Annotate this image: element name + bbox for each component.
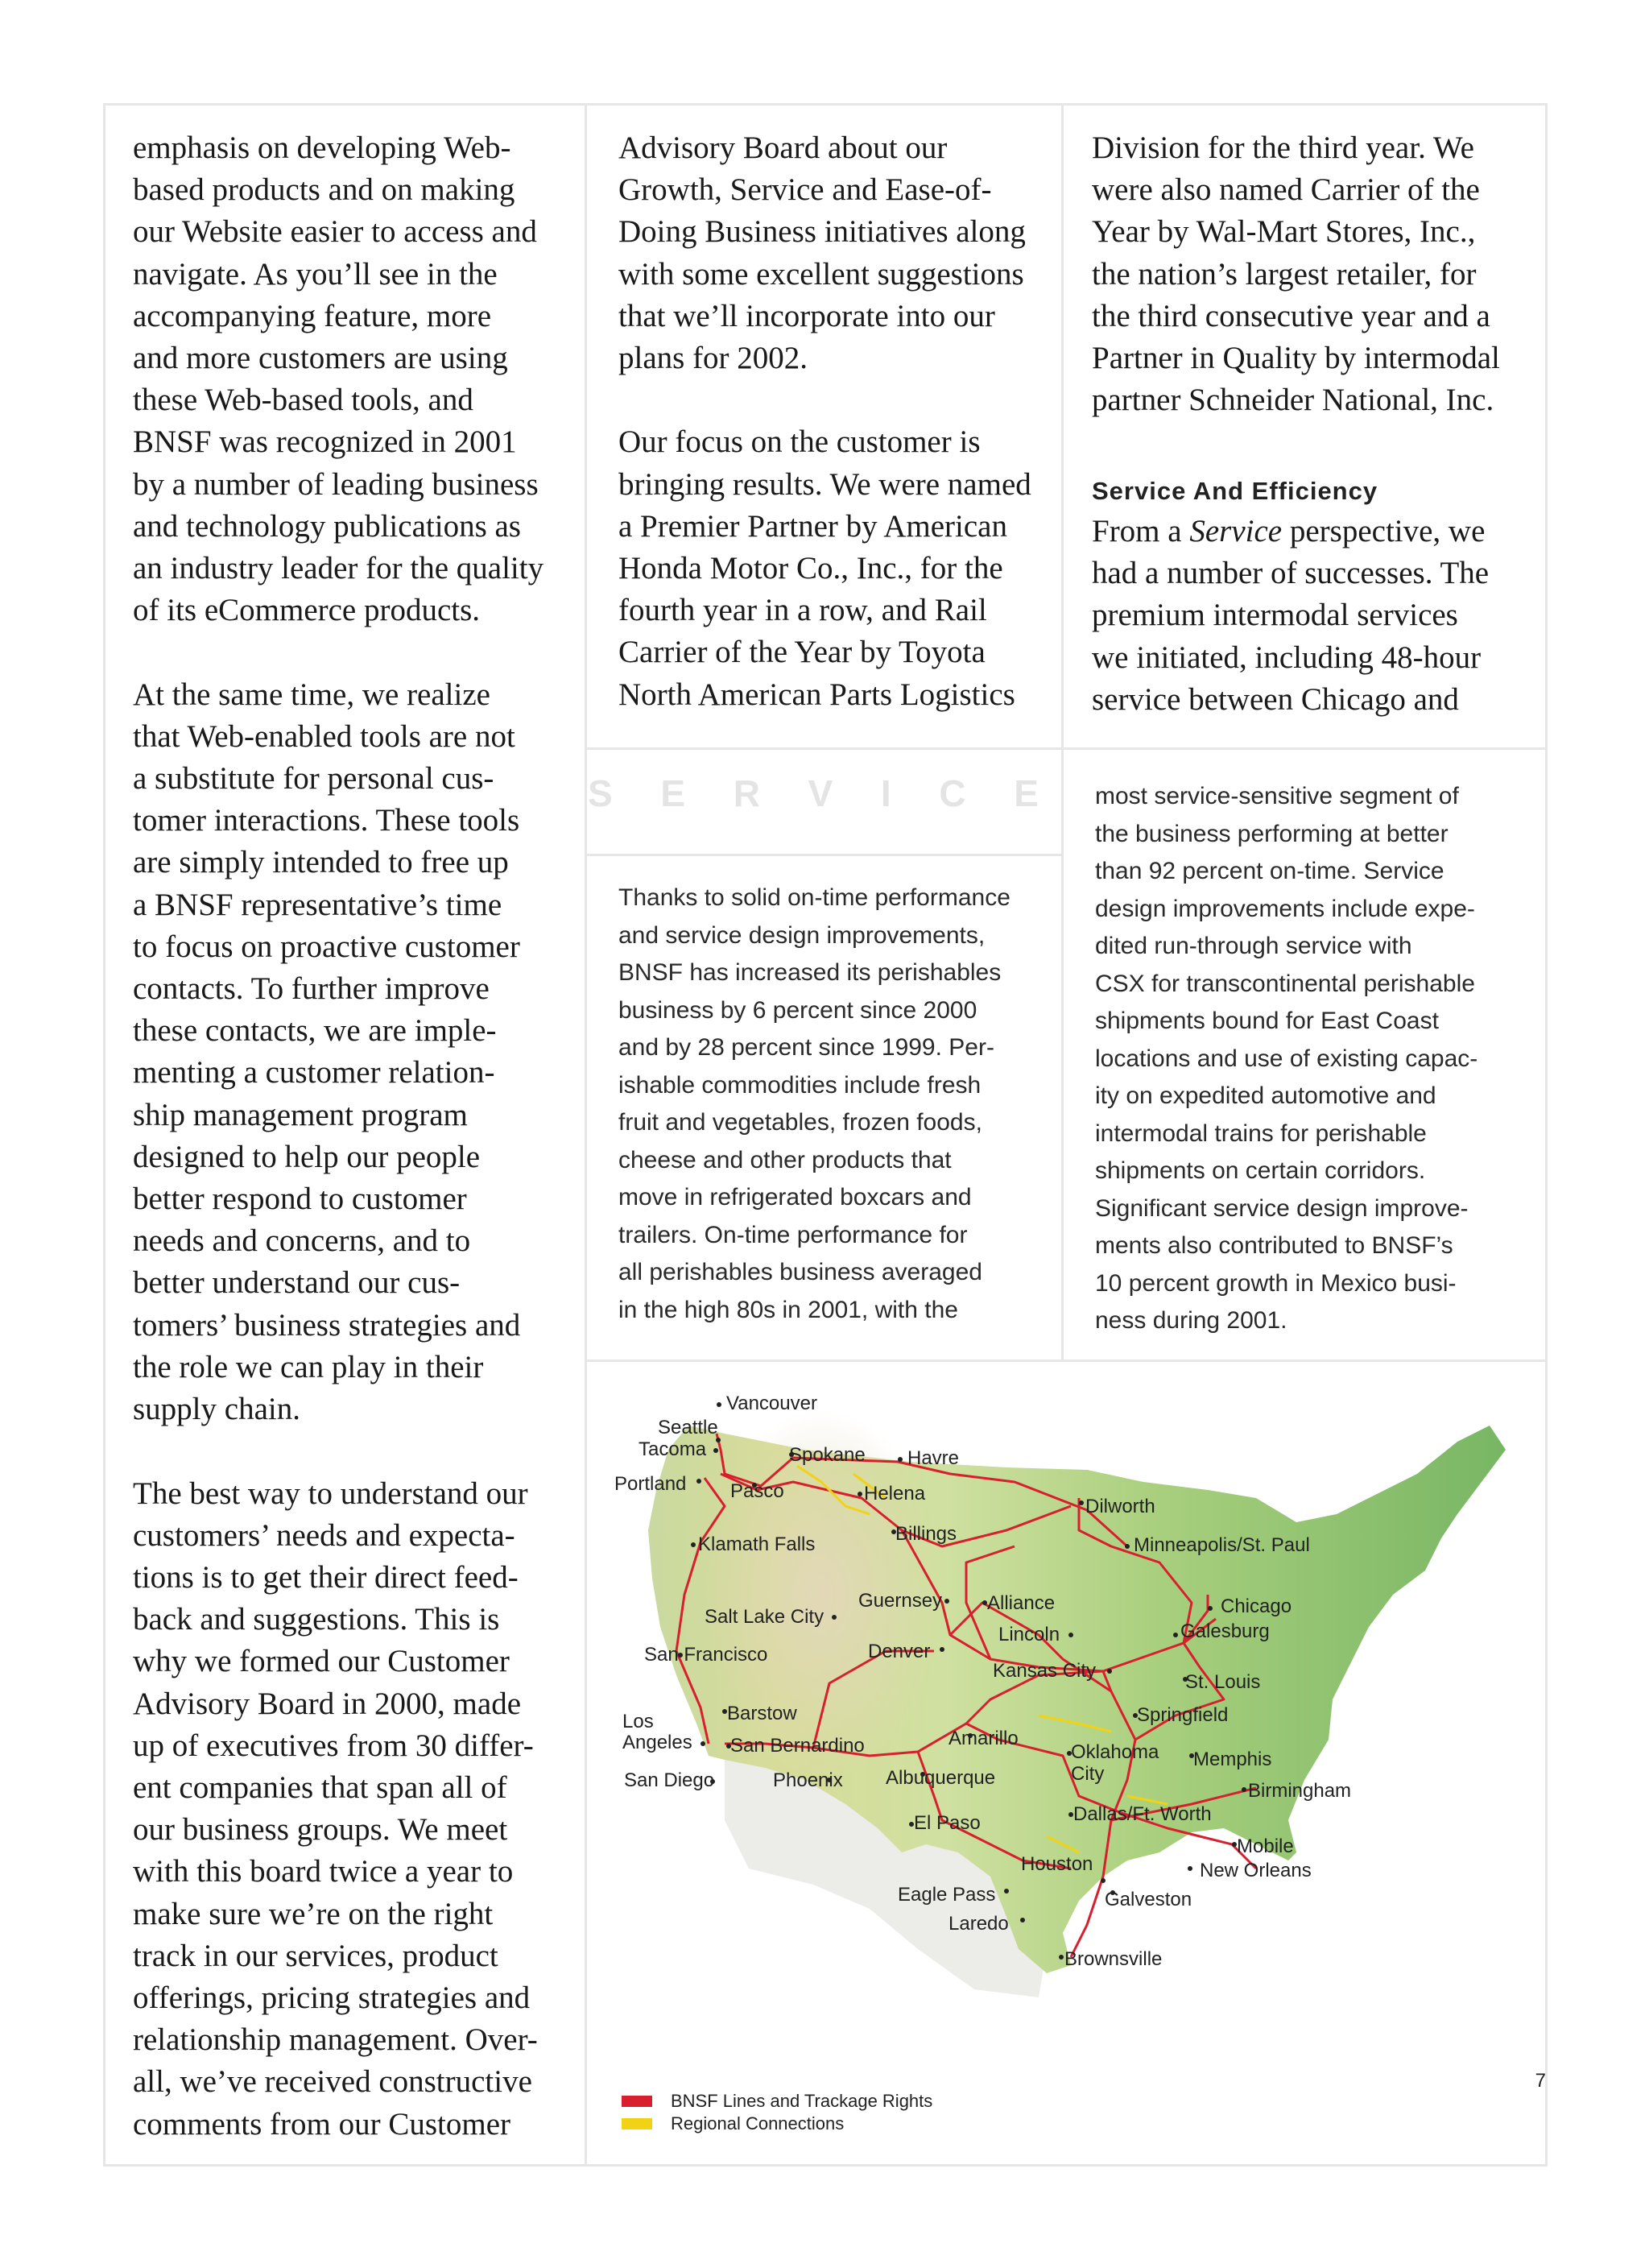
service-letter: E — [1014, 772, 1039, 814]
city-label: Eagle Pass — [898, 1884, 996, 1906]
city-label: Klamath Falls — [698, 1533, 816, 1555]
service-letter: V — [808, 772, 833, 814]
legend-bnsf-label: BNSF Lines and Trackage Rights — [671, 2091, 933, 2111]
column-divider-1 — [585, 103, 587, 2167]
map-top-rule — [585, 1360, 1548, 1362]
para-rest: perspective, we had a number of successes. The premium intermodal services we initiated, including 48-hour service between Chicago and — [1092, 514, 1490, 717]
column-3-paragraph — [1092, 511, 1527, 721]
service-letter: I — [880, 772, 891, 814]
city-label: Seattle — [658, 1417, 718, 1438]
para-italic: Service — [1189, 514, 1283, 548]
city-label: Guernsey — [858, 1590, 943, 1612]
city-label: Los — [622, 1711, 654, 1732]
service-mid-rule — [585, 854, 1061, 856]
service-letter: C — [939, 772, 966, 814]
city-label: Alliance — [987, 1592, 1056, 1614]
city-label: Chicago — [1221, 1595, 1292, 1617]
city-label: Albuquerque — [886, 1767, 996, 1789]
legend-regional-swatch — [622, 2118, 652, 2129]
city-label: Lincoln — [998, 1624, 1060, 1645]
city-label: Dilworth — [1085, 1496, 1155, 1517]
city-label: Portland — [614, 1473, 687, 1495]
para-start: From a — [1092, 514, 1190, 548]
city-label: Havre — [907, 1447, 960, 1469]
city-label: Dallas/Ft. Worth — [1073, 1803, 1212, 1825]
service-title — [588, 772, 1039, 815]
city-label: Brownsville — [1064, 1948, 1163, 1970]
city-label: City — [1071, 1763, 1105, 1785]
city-label: San Bernardino — [730, 1735, 865, 1757]
column-divider-2 — [1061, 103, 1064, 747]
service-letter: S — [588, 772, 613, 814]
city-label: Spokane — [789, 1444, 866, 1466]
sidebar-left-text: Thanks to solid on-time performance and service design improvements, BNSF has increased its perishables business by 6 percent since 2000 and by 28 percent since 1999. Per- ishable commodities include fresh fruit and vegetables, frozen foods, cheese and other products that move in refrigerated boxcars and trailers. On-time performance for all perishables business averaged in the high 80s in 2001, with the — [618, 884, 1010, 1323]
city-label: Salt Lake City — [705, 1606, 824, 1628]
column-1-body: emphasis on developing Web- based products and on making our Website easier to access and navigate. As you’ll see in the accompanying feature, more and more customers are using these Web-based tools, and BNSF was recognized in 2001 by a number of leading business and technology publications as an industry leader for the quality of its eCommerce products. At the same time, we realize that Web-enabled tools are not a substitute for personal cus- tomer interactions. These tools are simply intended to free up a BNSF representative’s time to focus on proactive customer contacts. To further improve these contacts, we are imple- menting a customer relation- ship management program designed to help our people better respond to customer needs and concerns, and to better understand our cus- tomers’ business strategies and the role we can play in their supply chain. The best way to understand our customers’ needs and expecta- tions is to get their direct feed- back and suggestions. This is why we formed our Customer Advisory Board in 2000, made up of executives from 30 differ- ent companies that span all of our business groups. We meet with this board twice a year to make sure we’re on the right track in our services, product offerings, pricing strategies and relationship management. Over- all, we’ve received constructive comments from our Customer — [133, 130, 544, 2142]
service-top-rule — [585, 747, 1548, 750]
city-label: Galesburg — [1180, 1620, 1270, 1642]
city-label: Memphis — [1193, 1749, 1272, 1770]
city-label: Mobile — [1237, 1836, 1294, 1857]
column-3-body: Division for the third year. We were also named Carrier of the Year by Wal-Mart Stores, Inc., the nation’s largest retailer, for the third consecutive year and a Partner in Quality by intermodal partner Schneider National, Inc. — [1092, 130, 1500, 418]
city-label: Houston — [1021, 1853, 1093, 1875]
city-label: Angeles — [622, 1732, 692, 1753]
city-label: Denver — [868, 1641, 931, 1662]
city-label: Phoenix — [773, 1769, 843, 1791]
city-label: New Orleans — [1200, 1860, 1312, 1881]
city-label: Tacoma — [639, 1438, 707, 1460]
city-label: San Francisco — [644, 1644, 768, 1666]
city-label: Amarillo — [948, 1728, 1019, 1749]
city-label: Laredo — [948, 1913, 1009, 1935]
city-label: Kansas City — [993, 1660, 1097, 1682]
legend-bnsf-swatch — [622, 2096, 652, 2107]
service-letter: E — [660, 772, 686, 814]
rail-network-map — [592, 1369, 1546, 2165]
city-label: Helena — [864, 1483, 926, 1504]
city-label: Birmingham — [1248, 1780, 1352, 1802]
city-label: San Diego — [624, 1769, 715, 1791]
city-label: Springfield — [1137, 1704, 1229, 1726]
city-label: Barstow — [727, 1703, 797, 1724]
city-label: St. Louis — [1185, 1671, 1261, 1693]
column-2-body: Advisory Board about our Growth, Service and Ease-of- Doing Business initiatives along with some excellent suggestions that we’ll incorporate into our plans for 2002. Our focus on the customer is bringing results. We were named a Premier Partner by American Honda Motor Co., Inc., for the fourth year in a row, and Rail Carrier of the Year by Toyota North American Parts Logistics — [618, 130, 1031, 712]
column-divider-3 — [1061, 747, 1064, 1360]
city-label: Billings — [895, 1523, 957, 1545]
service-letter: R — [733, 772, 760, 814]
city-label: Galveston — [1105, 1889, 1192, 1910]
city-label: El Paso — [914, 1812, 981, 1834]
sidebar-right-text: most service-sensitive segment of the business performing at better than 92 percent on-time. Service design improvements include expe- dited run-through service with CSX for transcontinental perishable shipments bound for East Coast locations and use of existing capac- ity on expedited automotive and intermodal trains for perishable shipments on certain corridors. Significant service design improve- ments also contributed to BNSF’s 10 percent growth in Mexico busi- ness during 2001. — [1095, 783, 1478, 1334]
map-svg — [592, 1369, 1546, 2165]
city-label: Pasco — [730, 1480, 784, 1502]
page-number: 7 — [1535, 2070, 1546, 2092]
legend-regional-label: Regional Connections — [671, 2113, 845, 2133]
city-label: Vancouver — [726, 1393, 817, 1414]
section-heading: Service And Efficiency — [1092, 477, 1378, 505]
city-label: Minneapolis/St. Paul — [1134, 1534, 1310, 1556]
city-label: Oklahoma — [1071, 1741, 1159, 1763]
